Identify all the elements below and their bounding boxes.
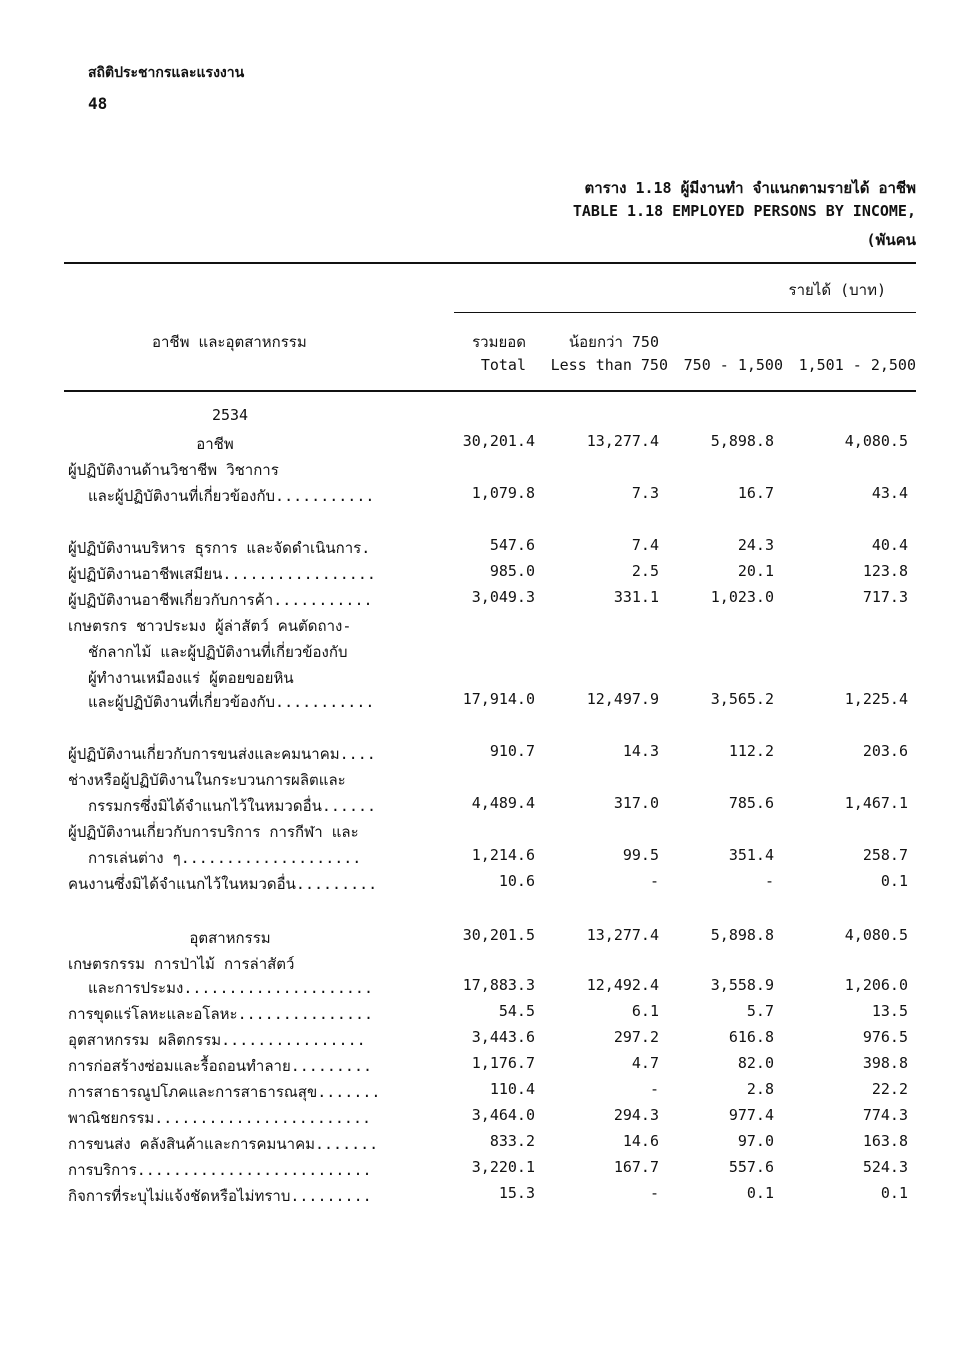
cell-value: 774.3 <box>862 1106 908 1124</box>
cell-value: 24.3 <box>737 536 774 554</box>
cell-value: 4,489.4 <box>471 794 535 812</box>
cell-value: 10.6 <box>498 872 535 890</box>
cell-value: 30,201.4 <box>462 432 535 450</box>
cell-value: 547.6 <box>489 536 535 554</box>
row-label: พาณิชยกรรม........................ <box>68 1109 372 1127</box>
col-1501-2500: 1,501 - 2,500 <box>798 356 916 374</box>
cell-value: 557.6 <box>728 1158 774 1176</box>
running-title: สถิติประชากรและแรงงาน <box>88 65 245 81</box>
table-row <box>0 614 966 638</box>
cell-value: - <box>649 872 659 890</box>
cell-value: 30,201.5 <box>462 926 535 944</box>
row-label: ผู้ปฏิบัติงานด้านวิชาชีพ วิชาการ <box>68 461 279 479</box>
row-label: ชักลากไม้ และผู้ปฏิบัติงานที่เกี่ยวข้องกับ <box>88 643 348 661</box>
cell-value: 5,898.8 <box>710 926 774 944</box>
table-row <box>0 952 966 976</box>
cell-value: 1,023.0 <box>710 588 774 606</box>
cell-value: 1,225.4 <box>844 690 908 708</box>
cell-value: 3,565.2 <box>710 690 774 708</box>
table-title-english: TABLE 1.18 EMPLOYED PERSONS BY INCOME, <box>572 202 916 220</box>
table-unit: (พันคน <box>866 231 916 249</box>
row-label: ผู้ปฏิบัติงานอาชีพเสมียน................. <box>68 565 376 583</box>
cell-value: 331.1 <box>613 588 659 606</box>
cell-value: 2.8 <box>746 1080 774 1098</box>
table-row <box>0 742 966 766</box>
cell-value: - <box>764 872 774 890</box>
cell-value: 833.2 <box>489 1132 535 1150</box>
table-row <box>0 666 966 690</box>
col-750-1500: 750 - 1,500 <box>683 356 783 374</box>
cell-value: 3,443.6 <box>471 1028 535 1046</box>
income-header: รายได้ (บาท) <box>788 281 886 299</box>
cell-value: 20.1 <box>737 562 774 580</box>
cell-value: 5.7 <box>746 1002 774 1020</box>
cell-value: 4.7 <box>631 1054 659 1072</box>
cell-value: 717.3 <box>862 588 908 606</box>
table-row <box>0 1054 966 1078</box>
cell-value: 22.2 <box>871 1080 908 1098</box>
cell-value: 5,898.8 <box>710 432 774 450</box>
cell-value: 3,464.0 <box>471 1106 535 1124</box>
cell-value: 0.1 <box>880 1184 908 1202</box>
cell-value: 14.3 <box>622 742 659 760</box>
page-number: 48 <box>88 94 108 113</box>
cell-value: 4,080.5 <box>844 432 908 450</box>
stub-header: อาชีพ และอุตสาหกรรม <box>152 333 307 351</box>
table-row <box>0 1080 966 1104</box>
cell-value: 1,206.0 <box>844 976 908 994</box>
row-label: ผู้ปฏิบัติงานอาชีพเกี่ยวกับการค้า........... <box>68 591 373 609</box>
col-total-english: Total <box>480 356 526 374</box>
cell-value: 99.5 <box>622 846 659 864</box>
table-row <box>0 846 966 870</box>
cell-value: 317.0 <box>613 794 659 812</box>
row-label: ผู้ปฏิบัติงานเกี่ยวกับการบริการ การกีฬา และ <box>68 823 359 841</box>
table-title-thai: ตาราง 1.18 ผู้มีงานทำ จำแนกตามรายได้ อาชีพ <box>584 179 916 197</box>
cell-value: 297.2 <box>613 1028 659 1046</box>
table-row <box>0 926 966 950</box>
table-row <box>0 1158 966 1182</box>
cell-value: 13.5 <box>871 1002 908 1020</box>
table-row <box>0 536 966 560</box>
col-lt750-thai: น้อยกว่า 750 <box>568 333 659 351</box>
cell-value: 12,492.4 <box>586 976 659 994</box>
table-row <box>0 820 966 844</box>
cell-value: 351.4 <box>728 846 774 864</box>
row-label: ช่างหรือผู้ปฏิบัติงานในกระบวนการผลิตและ <box>68 771 346 789</box>
table-row <box>0 640 966 664</box>
table-row <box>0 1106 966 1130</box>
table-row <box>0 1002 966 1026</box>
col-total-thai: รวมยอด <box>472 333 526 351</box>
row-label: การเล่นต่าง ๆ.................... <box>88 849 362 867</box>
cell-value: 123.8 <box>862 562 908 580</box>
row-label: อุตสาหกรรม ผลิตกรรม................ <box>68 1031 366 1049</box>
cell-value: 97.0 <box>737 1132 774 1150</box>
cell-value: 43.4 <box>871 484 908 502</box>
row-label: กิจการที่ระบุไม่แจ้งชัดหรือไม่ทราบ......... <box>68 1187 372 1205</box>
cell-value: 54.5 <box>498 1002 535 1020</box>
table-row <box>0 976 966 1000</box>
table-row <box>0 562 966 586</box>
row-label: คนงานซึ่งมิได้จำแนกไว้ในหมวดอื่น......... <box>68 875 378 893</box>
col-lt750-english: Less than 750 <box>550 356 668 374</box>
top-rule <box>64 262 916 264</box>
cell-value: 7.3 <box>631 484 659 502</box>
cell-value: 4,080.5 <box>844 926 908 944</box>
cell-value: 112.2 <box>728 742 774 760</box>
cell-value: 616.8 <box>728 1028 774 1046</box>
cell-value: 13,277.4 <box>586 926 659 944</box>
cell-value: 524.3 <box>862 1158 908 1176</box>
row-label: ผู้ปฏิบัติงานบริหาร ธุรการ และจัดดำเนินการ. <box>68 539 371 557</box>
cell-value: - <box>649 1184 659 1202</box>
cell-value: 398.8 <box>862 1054 908 1072</box>
cell-value: 203.6 <box>862 742 908 760</box>
cell-value: 976.5 <box>862 1028 908 1046</box>
cell-value: 13,277.4 <box>586 432 659 450</box>
cell-value: 294.3 <box>613 1106 659 1124</box>
cell-value: 3,558.9 <box>710 976 774 994</box>
cell-value: 258.7 <box>862 846 908 864</box>
cell-value: 0.1 <box>746 1184 774 1202</box>
header-bottom-rule <box>64 390 916 392</box>
cell-value: 82.0 <box>737 1054 774 1072</box>
cell-value: 16.7 <box>737 484 774 502</box>
cell-value: 977.4 <box>728 1106 774 1124</box>
occupation-heading: อาชีพ <box>196 435 234 453</box>
cell-value: 6.1 <box>631 1002 659 1020</box>
row-label: เกษตรกร ชาวประมง ผู้ล่าสัตว์ คนตัดถาง- <box>68 617 352 635</box>
cell-value: 910.7 <box>489 742 535 760</box>
row-label: การขนส่ง คลังสินค้าและการคมนาคม....... <box>68 1135 379 1153</box>
industry-heading: อุตสาหกรรม <box>189 929 271 947</box>
cell-value: 14.6 <box>622 1132 659 1150</box>
row-label: ผู้ปฏิบัติงานเกี่ยวกับการขนส่งและคมนาคม.... <box>68 745 376 763</box>
table-row <box>0 484 966 508</box>
table-row <box>0 1132 966 1156</box>
cell-value: 2.5 <box>631 562 659 580</box>
cell-value: - <box>649 1080 659 1098</box>
cell-value: 110.4 <box>489 1080 535 1098</box>
cell-value: 985.0 <box>489 562 535 580</box>
cell-value: 15.3 <box>498 1184 535 1202</box>
cell-value: 3,220.1 <box>471 1158 535 1176</box>
table-row <box>0 588 966 612</box>
table-row <box>0 872 966 896</box>
row-label: และผู้ปฏิบัติงานที่เกี่ยวข้องกับ........... <box>88 693 375 711</box>
row-label: การขุดแร่โลหะและอโลหะ............... <box>68 1005 374 1023</box>
cell-value: 1,467.1 <box>844 794 908 812</box>
row-label: และผู้ปฏิบัติงานที่เกี่ยวข้องกับ........... <box>88 487 375 505</box>
income-rule <box>454 312 916 313</box>
cell-value: 17,914.0 <box>462 690 535 708</box>
cell-value: 17,883.3 <box>462 976 535 994</box>
cell-value: 3,049.3 <box>471 588 535 606</box>
table-row <box>0 458 966 482</box>
table-row <box>0 794 966 818</box>
cell-value: 12,497.9 <box>586 690 659 708</box>
cell-value: 0.1 <box>880 872 908 890</box>
year-heading: 2534 <box>211 406 249 424</box>
row-label: เกษตรกรรม การป่าไม้ การล่าสัตว์ <box>68 955 295 973</box>
table-row <box>0 768 966 792</box>
cell-value: 785.6 <box>728 794 774 812</box>
table-row <box>0 690 966 714</box>
row-label: กรรมกรซึ่งมิได้จำแนกไว้ในหมวดอื่น...... <box>88 797 377 815</box>
cell-value: 167.7 <box>613 1158 659 1176</box>
cell-value: 40.4 <box>871 536 908 554</box>
row-label: การบริการ.......................... <box>68 1161 372 1179</box>
cell-value: 1,214.6 <box>471 846 535 864</box>
cell-value: 7.4 <box>631 536 659 554</box>
row-label: และการประมง..................... <box>88 979 373 997</box>
row-label: การสาธารณูปโภคและการสาธารณสุข....... <box>68 1083 381 1101</box>
table-row <box>0 1028 966 1052</box>
cell-value: 163.8 <box>862 1132 908 1150</box>
cell-value: 1,079.8 <box>471 484 535 502</box>
cell-value: 1,176.7 <box>471 1054 535 1072</box>
table-row <box>0 1184 966 1208</box>
table-row <box>0 432 966 456</box>
row-label: ผู้ทำงานเหมืองแร่ ผู้ตอยขอยหิน <box>88 669 294 687</box>
row-label: การก่อสร้างซ่อมและรื้อถอนทำลาย......... <box>68 1057 373 1075</box>
